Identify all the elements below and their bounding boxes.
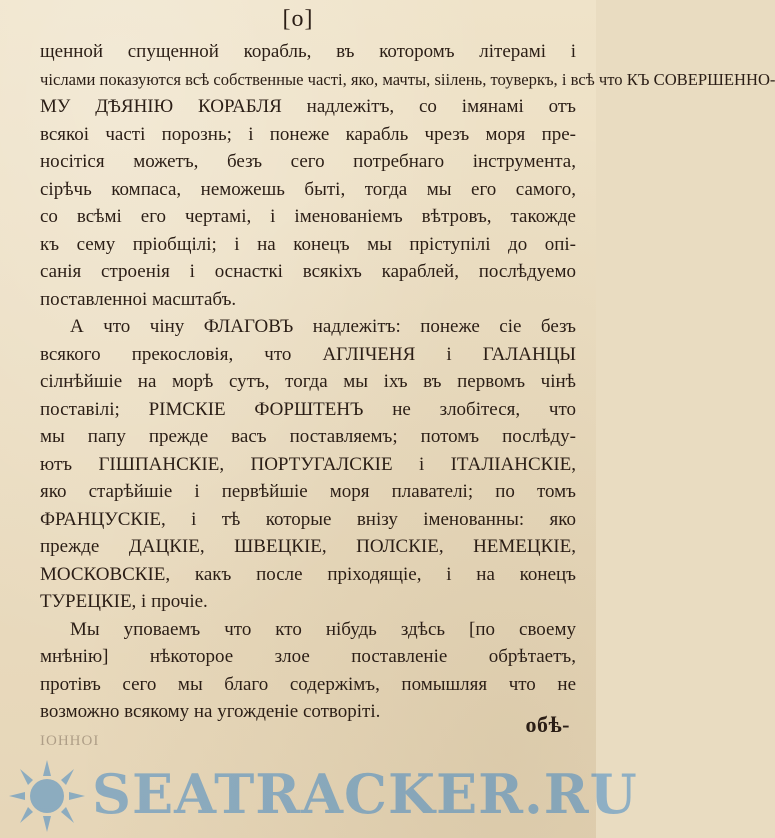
text-line: возможно всякому на угожденіе сотворіті. [40, 701, 381, 722]
watermark [0, 752, 638, 838]
text-line: Мы уповаемъ что кто нібудь здѣсь [по своему [70, 618, 576, 640]
text-line: сілнѣйшіе на морѣ сутъ, тогда мы іхъ въ первомъ чінѣ [40, 371, 576, 392]
page-number: [o] [282, 6, 314, 32]
text-line: сірѣчь компаса, неможешь быті, тогда мы его самого, [40, 178, 576, 200]
text-line: носітіся можетъ, безъ сего потребнаго інструмента, [40, 151, 576, 172]
body-text [40, 38, 775, 726]
text-line: всякоі часті порознь; і понеже карабль чрезъ моря пре- [40, 123, 576, 145]
text-line: мы папу прежде васъ поставляемъ; потомъ послѣду- [40, 426, 576, 447]
text-line: чіслами показуются всѣ собственные часті, яко, мачты, sіілень, тоуверкъ, і всѣ что КЪ СОВЕРШЕННО- [40, 69, 775, 89]
text-line: ТУРЕЦКІЕ, і прочіе. [40, 591, 208, 612]
text-line: ютъ ГІШПАНСКІЕ, ПОРТУГАЛСКІЕ і ІТАЛІАНСКІЕ, [40, 453, 576, 475]
text-line: МУ ДѢЯНІЮ КОРАБЛЯ надлежітъ, со імянамі отъ [40, 96, 576, 117]
text-line: санія строенія і оснасткі всякіхъ караблей, послѣдуемо [40, 261, 576, 282]
text-line: щенной спущенной корабль, въ которомъ літерамі і [40, 41, 576, 62]
text-line: ФРАНЦУСКІЕ, і тѣ которые внізу іменованны: яко [40, 508, 576, 530]
text-line: со всѣмі его чертамі, і іменованіемъ вѣтровъ, такожде [40, 206, 576, 227]
bleed-through-text: ІОННОІ [40, 733, 100, 749]
text-line: протівъ сего мы благо содержімъ, помышляя что не [40, 673, 576, 695]
text-line: поставілі; РІМСКІЕ ФОРШТЕНЪ не злобітеся, что [40, 398, 576, 420]
watermark-text: SEATRACKER.RU [92, 762, 638, 826]
text-line: МОСКОВСКІЕ, какъ после прiходящіе, і на конецъ [40, 563, 576, 585]
text-line: всякого прекословія, что АГЛІЧЕНЯ і ГАЛАНЦЫ [40, 343, 576, 365]
catchword: обѣ- [525, 712, 570, 737]
text-line: къ сему пріобщілі; і на конецъ мы пріступілі до опі- [40, 233, 576, 255]
text-line: А что чіну ФЛАГОВЪ надлежітъ: понеже сіе безъ [70, 316, 576, 337]
text-line: мнѣнію] нѣкоторое злое поставленіе обрѣтаетъ, [40, 646, 576, 667]
text-line: поставленноі масштабъ. [40, 288, 237, 310]
sun-logo-icon [6, 758, 88, 834]
text-line: прежде ДАЦКІЕ, ШВЕЦКІЕ, ПОЛСКІЕ, НЕМЕЦКІЕ, [40, 536, 576, 557]
text-line: яко старѣйшіе і первѣйшіе моря плавателі; по томъ [40, 481, 576, 502]
